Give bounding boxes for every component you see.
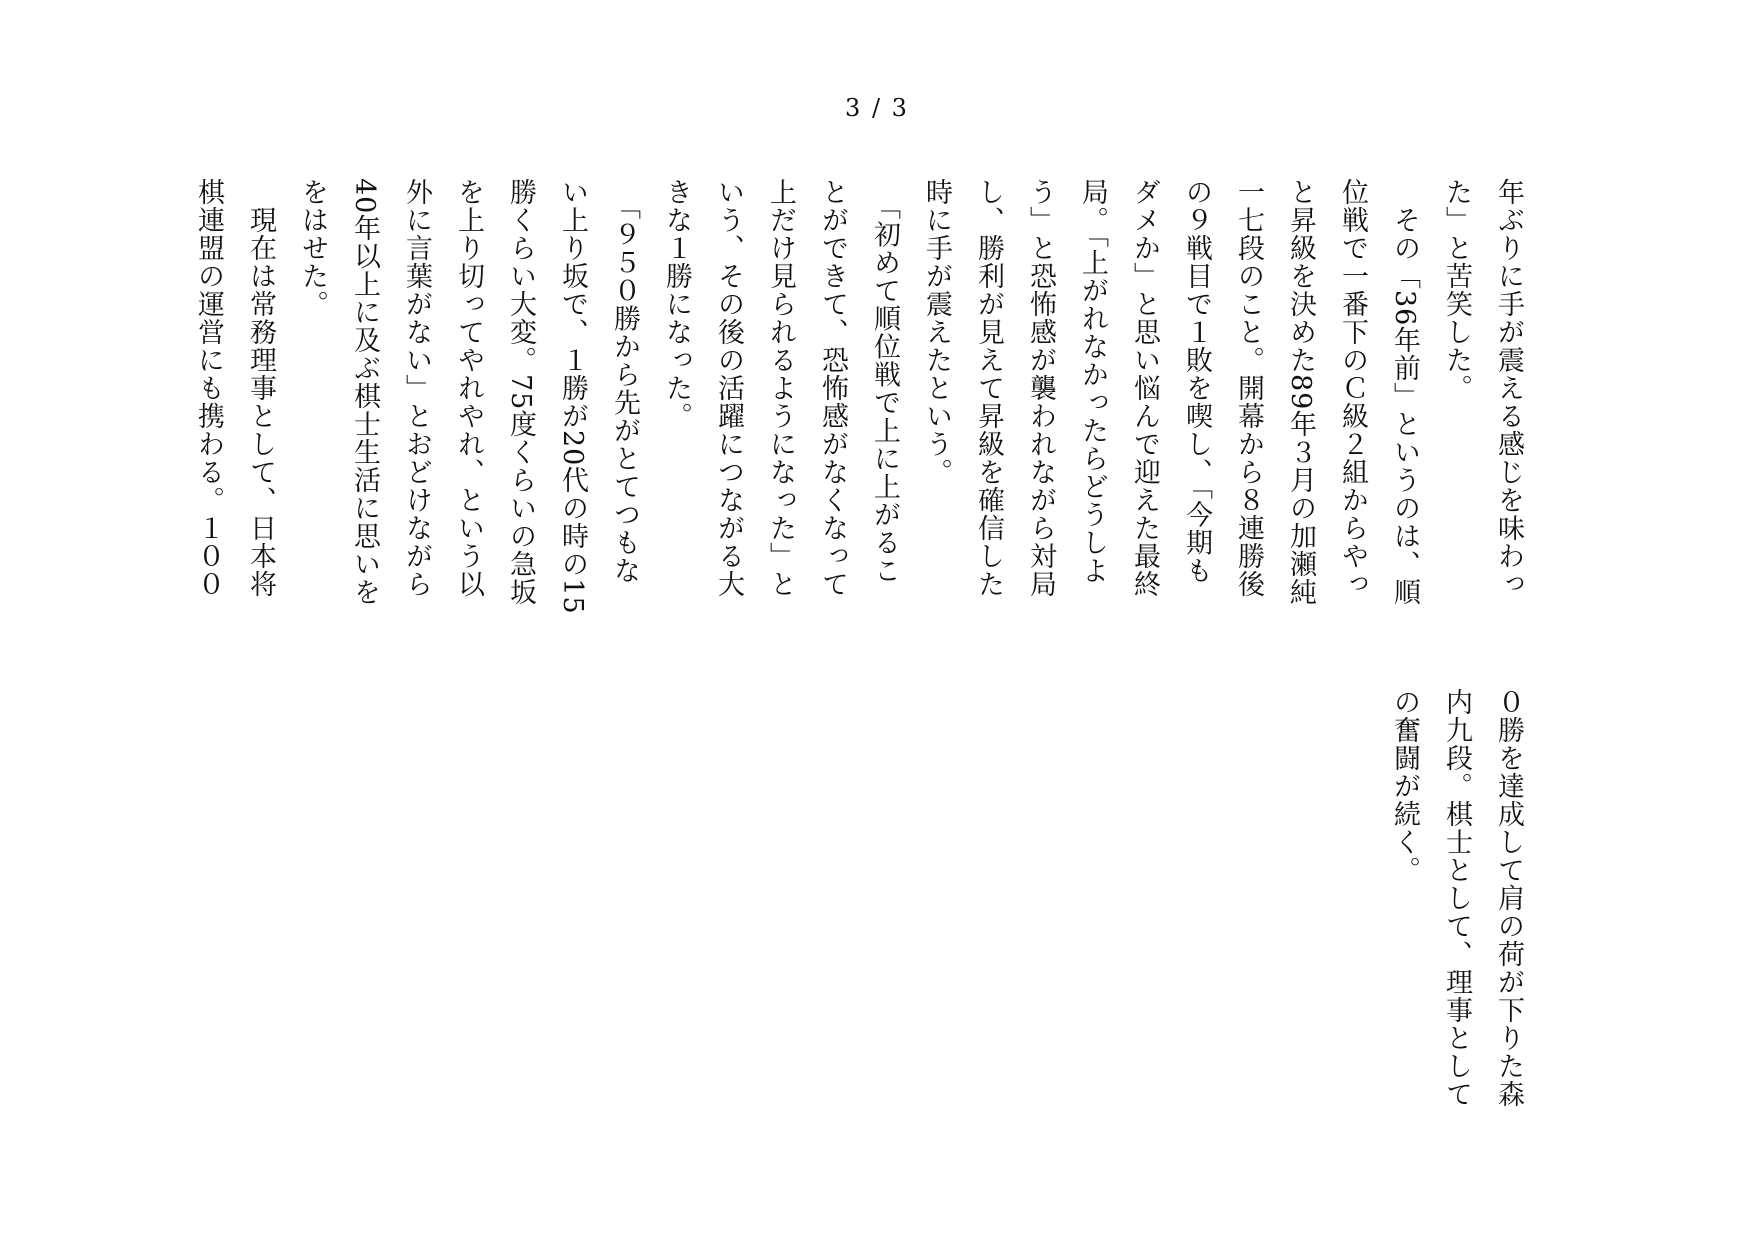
text-line: 位戦で一番下のＣ級２組からやっ	[1337, 178, 1368, 598]
text-line: の９戦目で１敗を喫し、「今期も	[1181, 178, 1212, 585]
text-line: を上り切ってやれやれ、という以	[453, 178, 484, 598]
text-line: ダメか」と思い悩んで迎えた最終	[1129, 178, 1160, 598]
text-line: 「初めて順位戦で上に上がるこ	[869, 178, 900, 585]
text-line: し、勝利が見えて昇級を確信した	[973, 178, 1004, 598]
text-line: の奮闘が続く。	[1389, 688, 1420, 884]
text-line: 棋連盟の運営にも携わる。１００	[193, 178, 224, 598]
text-line: 内九段。棋士として、理事として	[1441, 688, 1472, 1108]
text-line: 上だけ見られるようになった」と	[765, 178, 796, 598]
text-line: い上り坂で、１勝が20代の時の15	[557, 178, 588, 615]
text-line: 年ぶりに手が震える感じを味わっ	[1493, 178, 1524, 598]
text-line: その「36年前」というのは、順	[1389, 178, 1420, 607]
text-line: た」と苦笑した。	[1441, 178, 1472, 402]
text-line: と昇級を決めた89年３月の加瀬純	[1285, 178, 1316, 607]
text-line: とができて、恐怖感がなくなって	[817, 178, 848, 598]
text-line: いう、その後の活躍につながる大	[713, 178, 744, 598]
article-body-lower	[1334, 688, 1534, 1108]
text-line: をはせた。	[297, 178, 328, 318]
text-line: きな１勝になった。	[661, 178, 692, 430]
text-line: う」と恐怖感が襲われながら対局	[1025, 178, 1056, 598]
text-line: 局。「上がれなかったらどうしよ	[1077, 178, 1108, 585]
text-line: 現在は常務理事として、日本将	[245, 178, 276, 598]
text-line: 一七段のこと。開幕から８連勝後	[1233, 178, 1264, 598]
text-line: 時に手が震えたという。	[921, 178, 952, 486]
page-number: 3 / 3	[845, 94, 909, 122]
text-line: 勝くらい大変。75度くらいの急坂	[505, 178, 536, 607]
text-line: 「９５０勝から先がとてつもな	[609, 178, 640, 585]
text-line: ０勝を達成して肩の荷が下りた森	[1493, 688, 1524, 1108]
text-line: 40年以上に及ぶ棋士生活に思いを	[349, 178, 380, 607]
article-body-upper	[154, 178, 1534, 615]
text-line: 外に言葉がない」とおどけながら	[401, 178, 432, 598]
